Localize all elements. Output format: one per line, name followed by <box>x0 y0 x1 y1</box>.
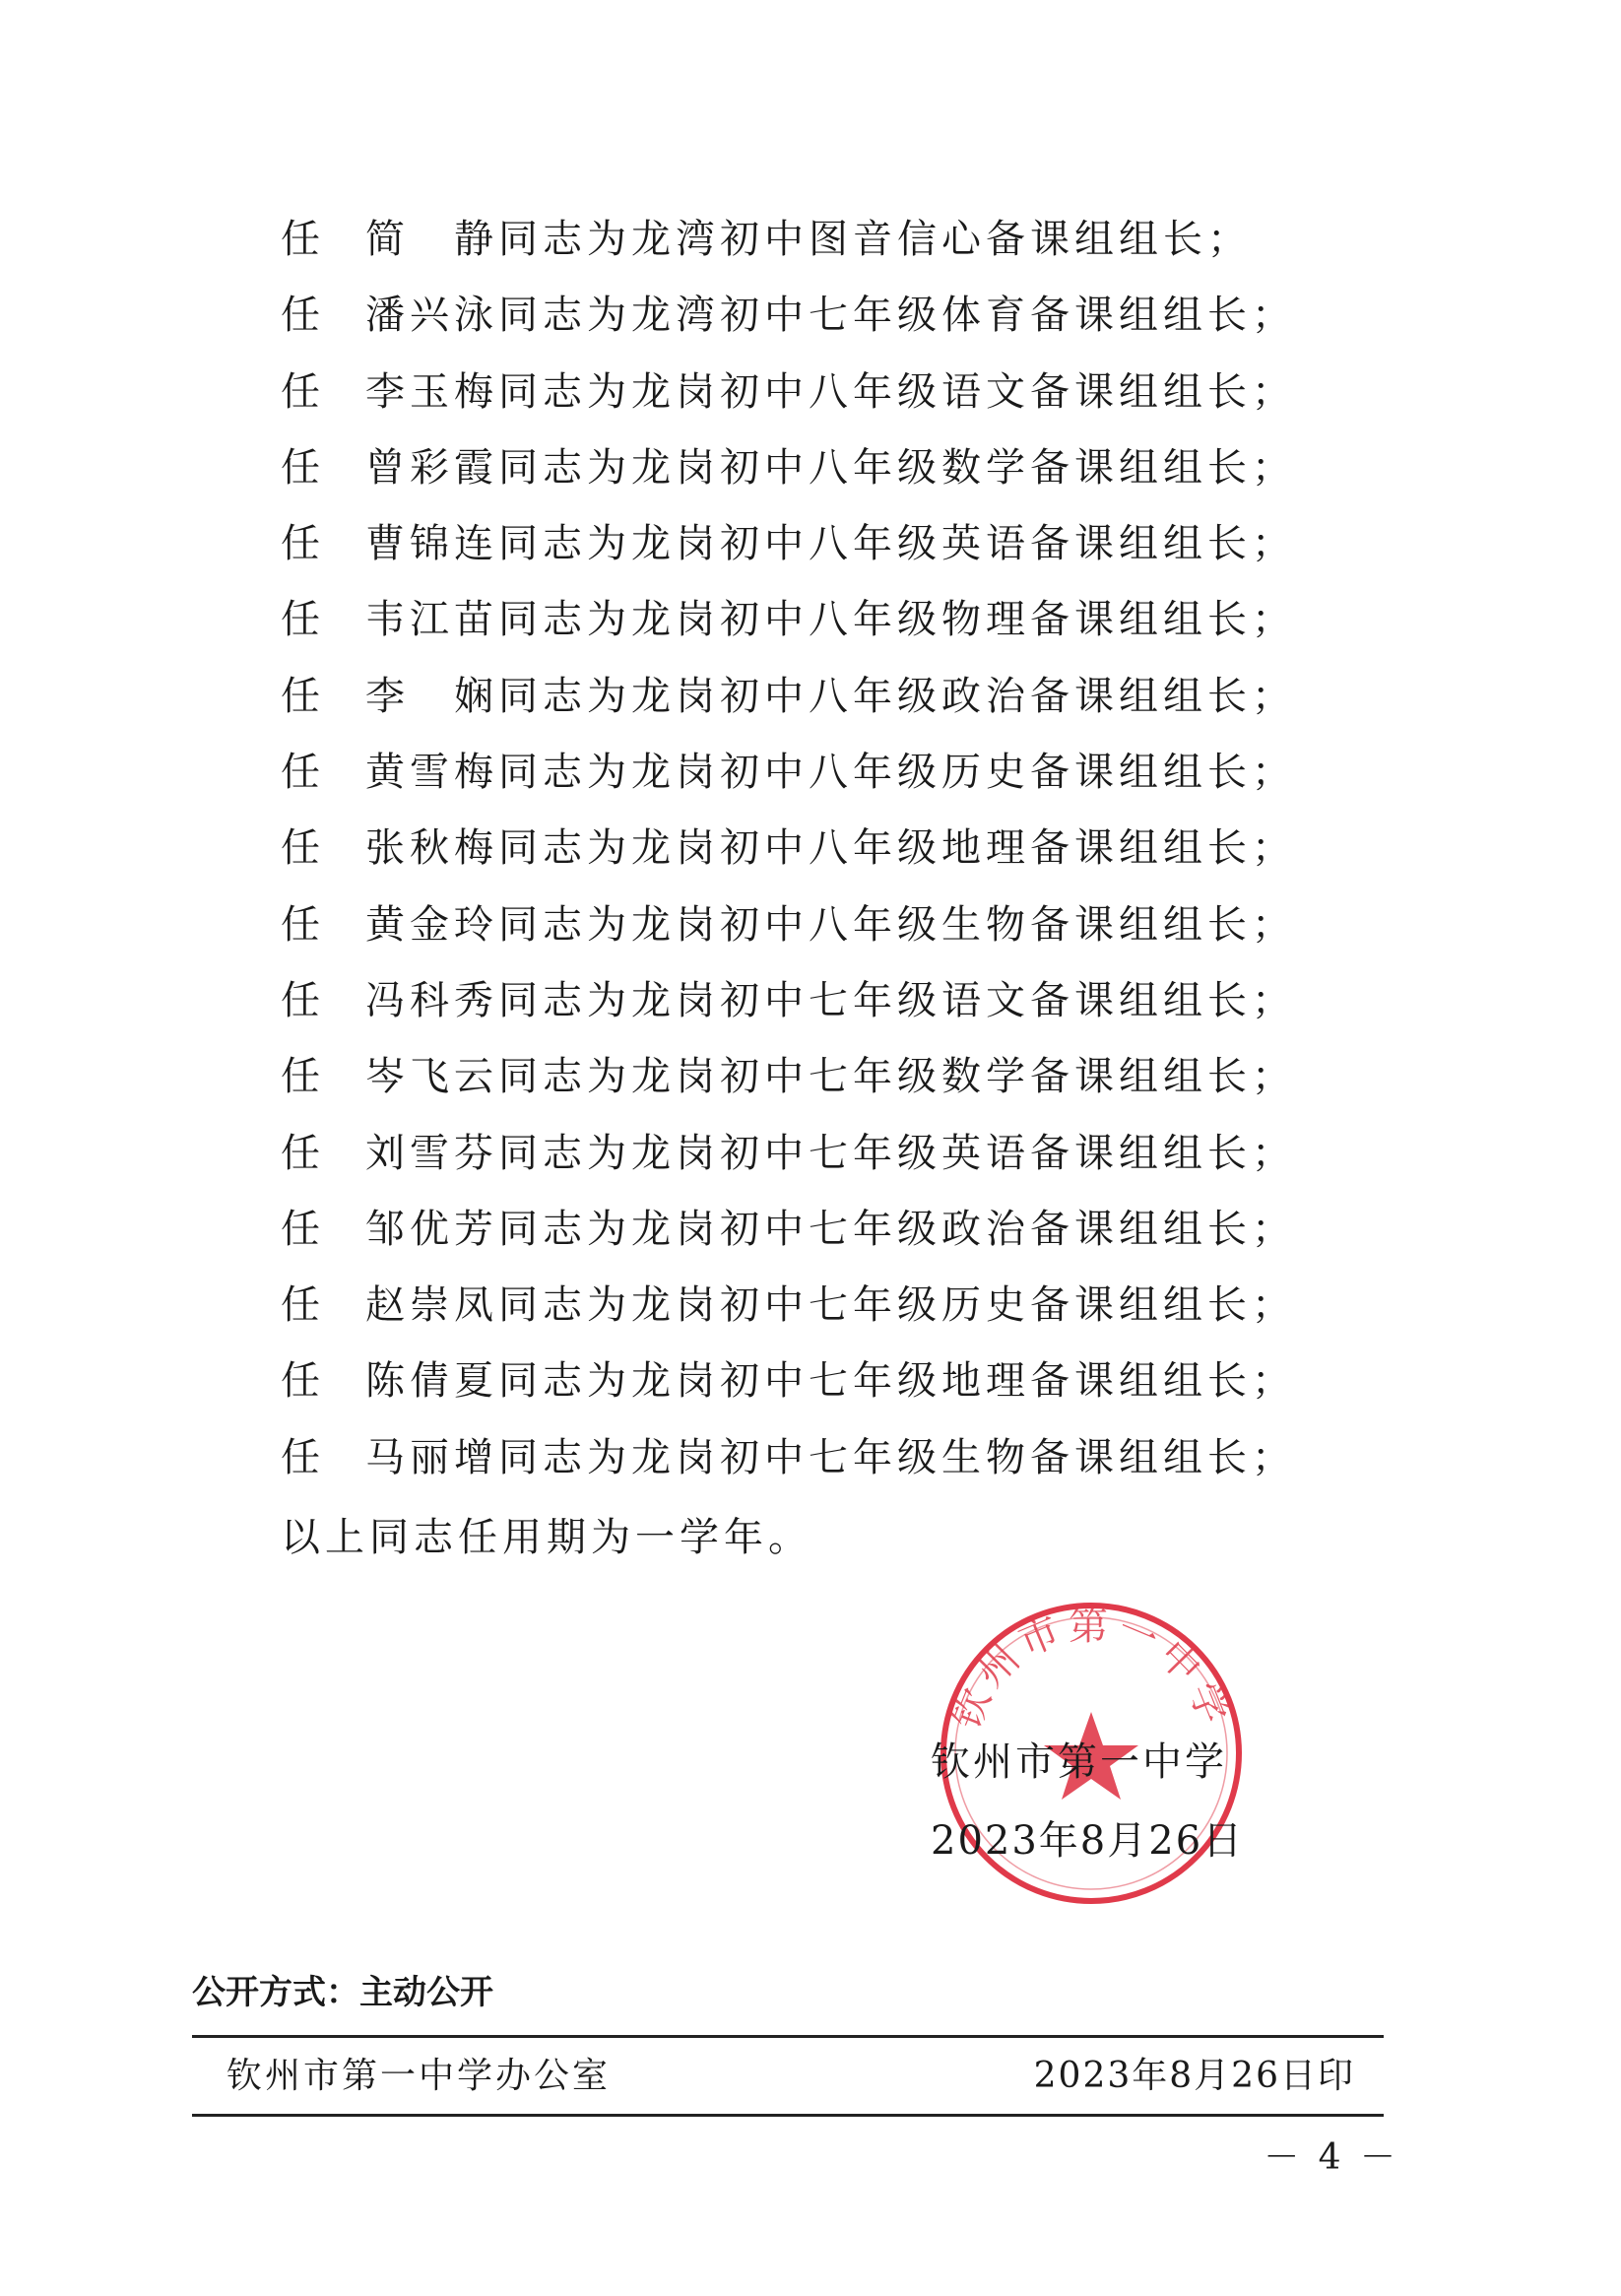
page-number: － 4 － <box>1264 2137 1399 2178</box>
appointment-line <box>281 1123 1364 1199</box>
appointment-text: 简 静同志为龙湾初中图音信心备课组组长； <box>365 217 1252 262</box>
footer-rule-bottom <box>192 2114 1384 2117</box>
appointment-line <box>281 513 1364 589</box>
appointment-text: 岑飞云同志为龙岗初中七年级数学备课组组长； <box>365 1054 1296 1100</box>
appointment-line <box>281 818 1364 893</box>
appointment-text: 李 娴同志为龙岗初中八年级政治备课组组长； <box>365 673 1296 719</box>
appointment-text: 黄雪梅同志为龙岗初中八年级历史备课组组长； <box>365 750 1296 796</box>
appointment-text: 韦江苗同志为龙岗初中八年级物理备课组组长； <box>365 597 1296 643</box>
appointment-prefix: 任 <box>281 1206 325 1252</box>
appointment-prefix: 任 <box>281 673 325 719</box>
appointment-prefix: 任 <box>281 1358 325 1405</box>
appointment-prefix: 任 <box>281 1282 325 1329</box>
appointment-line <box>281 666 1364 742</box>
appointment-prefix: 任 <box>281 825 325 872</box>
appointment-text: 曹锦连同志为龙岗初中八年级英语备课组组长； <box>365 521 1296 567</box>
appointment-line <box>281 361 1364 437</box>
appointment-prefix: 任 <box>281 750 325 796</box>
appointment-line <box>281 209 1364 285</box>
appointment-prefix: 任 <box>281 901 325 948</box>
disclosure-method: 公开方式：主动公开 <box>192 1973 493 2012</box>
appointment-text: 曾彩霞同志为龙岗初中八年级数学备课组组长； <box>365 444 1296 491</box>
appointment-line <box>281 589 1364 665</box>
appointment-prefix: 任 <box>281 1130 325 1176</box>
appointment-text: 张秋梅同志为龙岗初中八年级地理备课组组长； <box>365 825 1296 872</box>
appointment-text: 李玉梅同志为龙岗初中八年级语文备课组组长； <box>365 368 1296 415</box>
footer-office: 钦州市第一中学办公室 <box>227 2056 612 2096</box>
appointment-line <box>281 970 1364 1046</box>
appointment-text: 冯科秀同志为龙岗初中七年级语文备课组组长； <box>365 977 1296 1023</box>
appointment-line <box>281 1046 1364 1122</box>
appointment-prefix: 任 <box>281 444 325 491</box>
appointment-prefix: 任 <box>281 597 325 643</box>
appointment-line <box>281 1275 1364 1350</box>
appointment-text: 潘兴泳同志为龙湾初中七年级体育备课组组长； <box>365 293 1296 339</box>
appointment-prefix: 任 <box>281 521 325 567</box>
signature-organization: 钦州市第一中学 <box>931 1739 1227 1785</box>
footer-rule-top <box>192 2035 1384 2038</box>
appointment-line <box>281 894 1364 970</box>
appointment-prefix: 任 <box>281 293 325 339</box>
footer-print-date: 2023年8月26日印 <box>1033 2056 1355 2096</box>
appointment-text: 陈倩夏同志为龙岗初中七年级地理备课组组长； <box>365 1358 1296 1405</box>
appointment-list <box>281 209 1364 1503</box>
appointment-text: 赵崇凤同志为龙岗初中七年级历史备课组组长； <box>365 1282 1296 1329</box>
closing-statement: 以上同志任用期为一学年。 <box>281 1515 812 1560</box>
appointment-line <box>281 1427 1364 1503</box>
appointment-text: 刘雪芬同志为龙岗初中七年级英语备课组组长； <box>365 1130 1296 1176</box>
appointment-prefix: 任 <box>281 977 325 1023</box>
appointment-line <box>281 1350 1364 1426</box>
appointment-line <box>281 437 1364 513</box>
appointment-line <box>281 742 1364 818</box>
appointment-line <box>281 1199 1364 1275</box>
appointment-line <box>281 285 1364 361</box>
appointment-prefix: 任 <box>281 1054 325 1100</box>
appointment-text: 黄金玲同志为龙岗初中八年级生物备课组组长； <box>365 901 1296 948</box>
signature-date: 2023年8月26日 <box>931 1818 1245 1864</box>
appointment-text: 马丽增同志为龙岗初中七年级生物备课组组长； <box>365 1434 1296 1480</box>
appointment-prefix: 任 <box>281 368 325 415</box>
seal-text: 钦州市第一中学 <box>943 1603 1239 1736</box>
appointment-text: 邹优芳同志为龙岗初中七年级政治备课组组长； <box>365 1206 1296 1252</box>
appointment-prefix: 任 <box>281 1434 325 1480</box>
appointment-prefix: 任 <box>281 217 325 262</box>
